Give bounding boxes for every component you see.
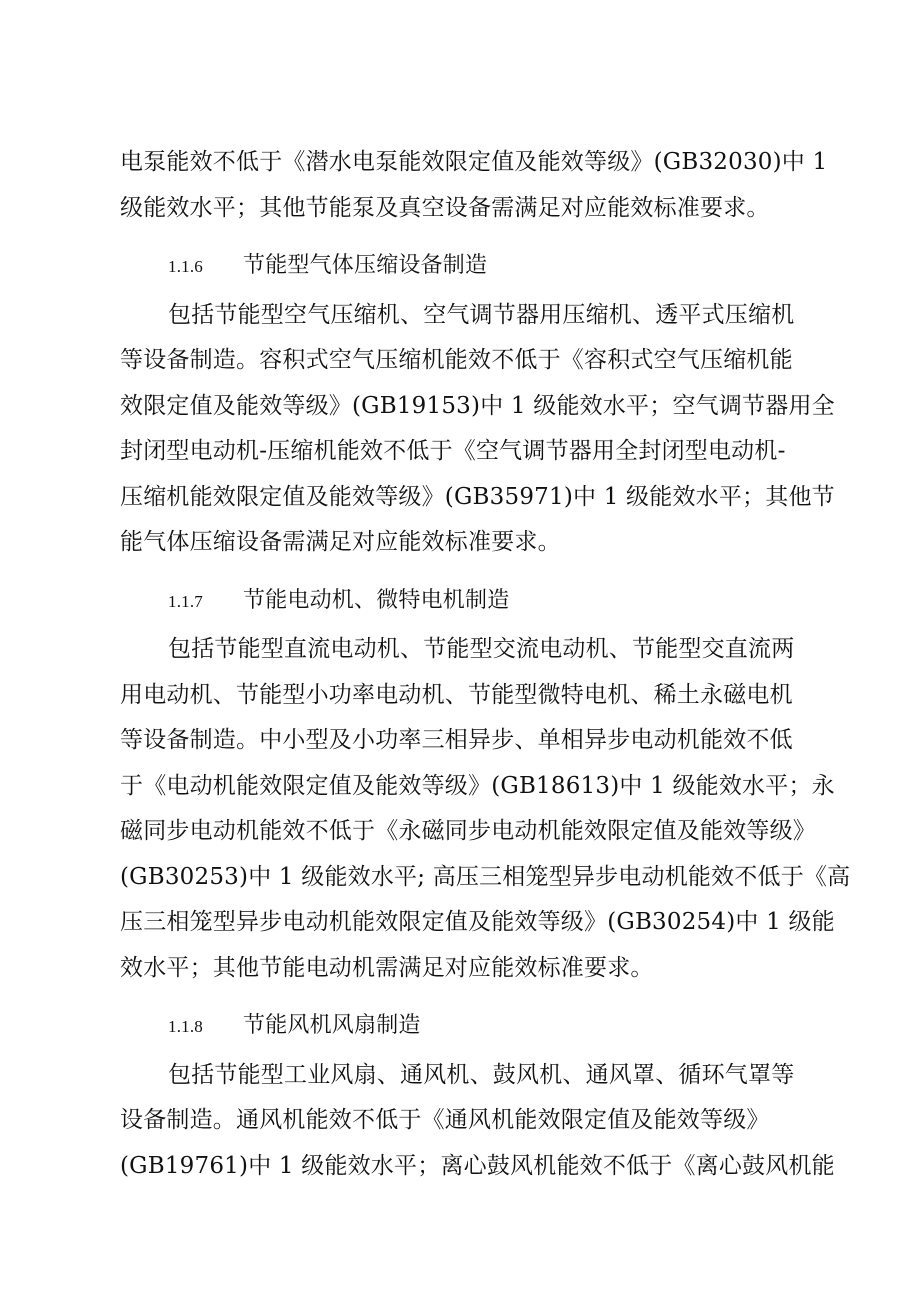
section-body-1-1-7 (120, 627, 851, 991)
document-page (120, 140, 851, 1189)
section-title: 节能电动机、微特电机制造 (243, 587, 510, 613)
text-line: (GB19761)中 1 级能效水平；离心鼓风机能效不低于《离心鼓风机能 (120, 1152, 835, 1179)
section-title: 节能型气体压缩设备制造 (243, 253, 488, 278)
text-line: 压三相笼型异步电动机能效限定值及能效等级》(GB30254)中 1 级能 (120, 909, 835, 935)
text-line: 等设备制造。中小型及小功率三相异步、单相异步电动机能效不低 (120, 727, 793, 753)
text-line: 效水平；其他节能电动机需满足对应能效标准要求。 (120, 954, 654, 981)
text-line: 用电动机、节能型小功率电动机、节能型微特电机、稀土永磁电机 (120, 681, 793, 708)
section-heading-1-1-7 (120, 578, 810, 624)
text-line: 效限定值及能效等级》(GB19153)中 1 级能效水平；空气调节器用全 (120, 392, 835, 419)
text-line: 级能效水平；其他节能泵及真空设备需满足对应能效标准要求。 (120, 194, 770, 221)
section-body-1-1-8 (120, 1053, 835, 1190)
text-line: 包括节能型直流电动机、节能型交流电动机、节能型交直流两 (168, 636, 795, 662)
text-line: 电泵能效不低于《潜水电泵能效限定值及能效等级》(GB32030)中 1 (120, 149, 828, 175)
text-line: 等设备制造。容积式空气压缩机能效不低于《容积式空气压缩机能 (120, 347, 793, 373)
section-title: 节能风机风扇制造 (243, 1013, 421, 1038)
text-line: (GB30253)中 1 级能效水平; 高压三相笼型异步电动机能效不低于《高 (120, 863, 851, 890)
text-line: 压缩机能效限定值及能效等级》(GB35971)中 1 级能效水平；其他节 (120, 483, 835, 510)
text-line: 磁同步电动机能效不低于《永磁同步电动机能效限定值及能效等级》 (120, 818, 816, 844)
section-heading-1-1-6 (120, 243, 810, 289)
text-line: 设备制造。通风机能效不低于《通风机能效限定值及能效等级》 (120, 1107, 770, 1133)
section-number: 1.1.7 (168, 591, 203, 611)
text-line: 包括节能型工业风扇、通风机、鼓风机、通风罩、循环气罩等 (168, 1061, 795, 1088)
section-body-1-1-6 (120, 293, 835, 566)
text-line: 能气体压缩设备需满足对应能效标准要求。 (120, 529, 561, 555)
text-line: 包括节能型空气压缩机、空气调节器用压缩机、透平式压缩机 (168, 301, 795, 328)
section-number: 1.1.8 (168, 1017, 203, 1036)
section-number: 1.1.6 (168, 257, 203, 276)
text-line: 于《电动机能效限定值及能效等级》(GB18613)中 1 级能效水平；永 (120, 772, 835, 799)
paragraph-pump-continuation (120, 140, 828, 231)
text-line: 封闭型电动机-压缩机能效不低于《空气调节器用全封闭型电动机- (120, 438, 786, 464)
section-heading-1-1-8 (120, 1003, 810, 1049)
